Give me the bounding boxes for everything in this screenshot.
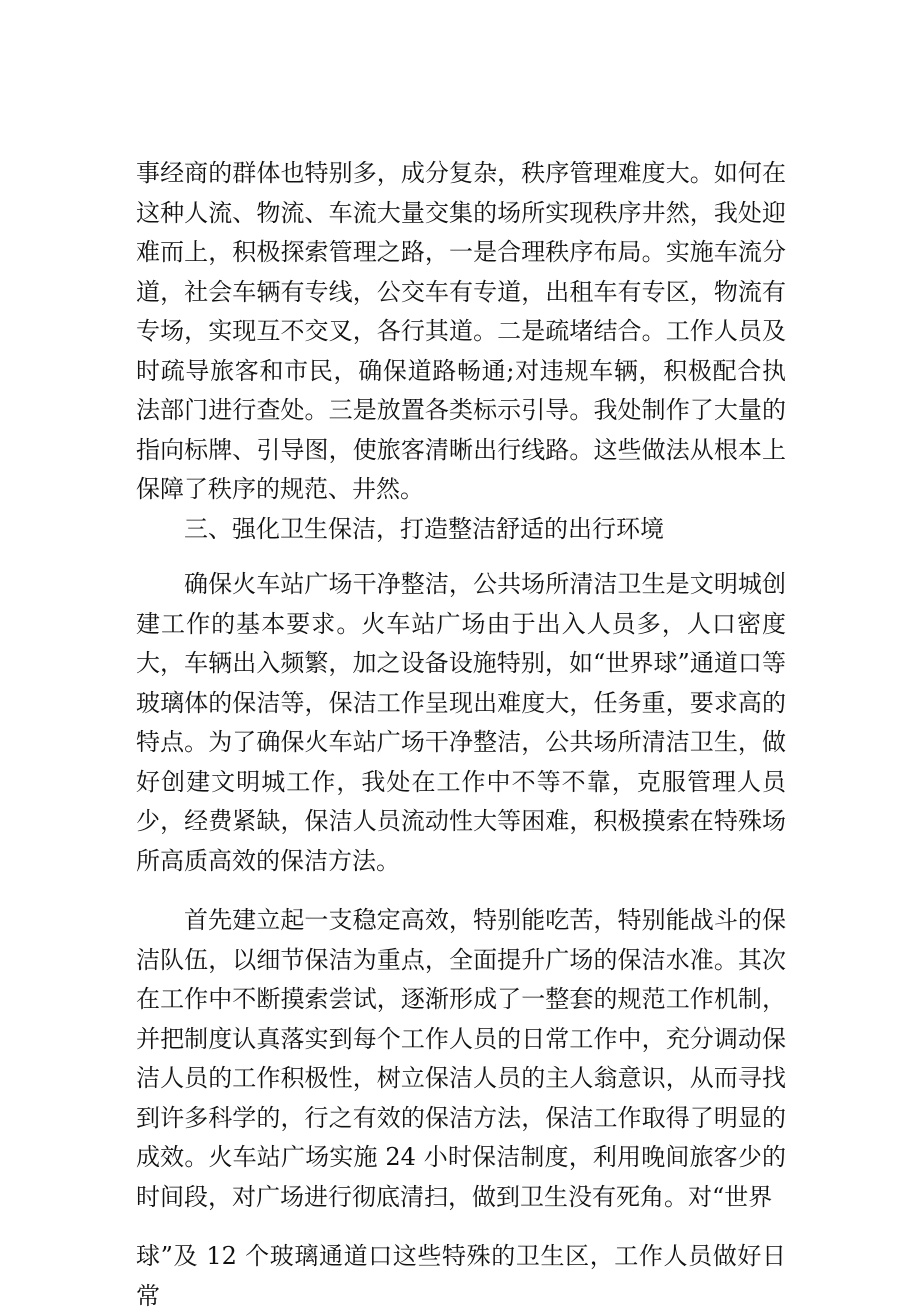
paragraph-sanitation-requirements: 确保火车站广场干净整洁，公共场所清洁卫生是文明城创建工作的基本要求。火车站广场由于出入人员多，人口密度大，车辆出入频繁，加之设备设施特别，如“世界球”通道口等玻璃体的保洁等，保洁工作呈现出难度大，任务重，要求高的特点。为了确保火车站广场干净整洁，公共场所清洁卫生，做好创建文明城工作，我处在工作中不等不靠，克服管理人员少，经费紧缺，保洁人员流动性大等困难，积极摸索在特殊场所高质高效的保洁方法。 [136,570,786,875]
paragraph-order-management: 事经商的群体也特别多，成分复杂，秩序管理难度大。如何在这种人流、物流、车流大量交集的场所实现秩序井然，我处迎难而上，积极探索管理之路，一是合理秩序布局。实施车流分道，社会车辆有专线，公交车有专道，出租车有专区，物流有专场，实现互不交叉，各行其道。二是疏堵结合。工作人员及时疏导旅客和市民，确保道路畅通;对违规车辆，积极配合执法部门进行查处。三是放置各类标示引导。我处制作了大量的指向标牌、引导图，使旅客清晰出行线路。这些做法从根本上保障了秩序的规范、井然。 [136,159,786,503]
section-heading-3: 三、强化卫生保洁，打造整洁舒适的出行环境 [184,514,664,543]
paragraph-cleaning-team: 首先建立起一支稳定高效，特别能吃苦，特别能战斗的保洁队伍，以细节保洁为重点，全面提升广场的保洁水准。其次在工作中不断摸索尝试，逐渐形成了一整套的规范工作机制，并把制度认真落实到每个工作人员的日常工作中，充分调动保洁人员的工作积极性，树立保洁人员的主人翁意识，从而寻找到许多科学的，行之有效的保洁方法，保洁工作取得了明显的成效。火车站广场实施 24 小时保洁制度，利用晚间旅客少的时间段，对广场进行彻底清扫，做到卫生没有死角。对“世界 [136,906,786,1211]
document-body [136,154,786,1316]
paragraph-continued-fragment: 球”及 12 个玻璃通道口这些特殊的卫生区，工作人员做好日常 [136,1242,786,1310]
